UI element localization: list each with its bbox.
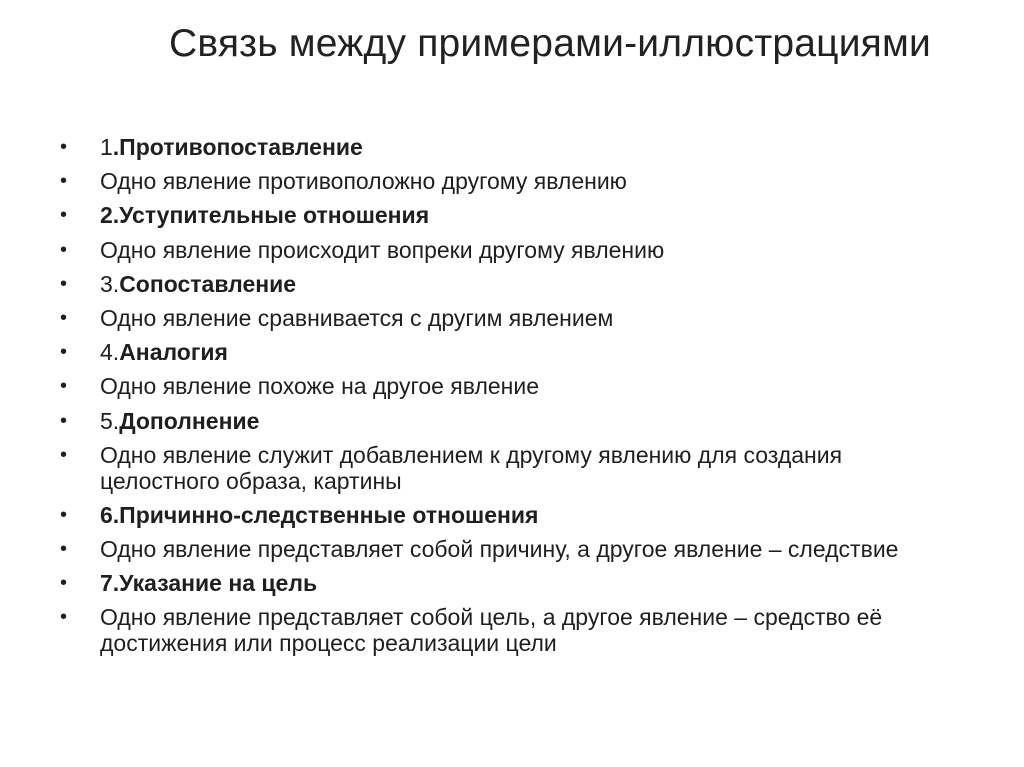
bullet-icon: • <box>60 238 68 261</box>
bullet-icon: • <box>60 170 68 193</box>
list-item <box>60 202 960 228</box>
list-item <box>60 305 960 331</box>
item-description: Одно явление сравнивается с другим явлением <box>100 304 614 331</box>
list-item <box>60 134 960 160</box>
item-description: Одно явление похоже на другое явление <box>100 373 539 400</box>
item-heading: 2.Уступительные отношения <box>100 202 430 229</box>
item-number: 1 <box>100 134 113 160</box>
item-heading: Аналогия <box>119 339 228 366</box>
list-item <box>60 408 960 434</box>
slide-title: Связь между примерами-иллюстрациями <box>168 22 932 65</box>
bullet-icon: • <box>60 136 68 158</box>
bullet-icon: • <box>60 443 68 466</box>
bullet-icon: • <box>60 306 68 329</box>
item-heading: Дополнение <box>119 407 260 434</box>
list-item <box>60 442 960 494</box>
item-heading: Сопоставление <box>119 270 297 297</box>
list-item <box>60 373 960 399</box>
item-number: 3. <box>100 270 120 297</box>
bullet-icon: • <box>60 375 68 398</box>
list-item <box>60 570 960 596</box>
list-item <box>60 502 960 528</box>
item-description: Одно явление представляет собой причину, а другое явление – следствие <box>100 536 899 563</box>
item-description: Одно явление служит добавлением к другому явлению для создания целостного образа, картины <box>100 441 843 494</box>
list-item <box>60 536 960 562</box>
item-description: Одно явление противоположно другому явлению <box>100 168 627 195</box>
item-heading: 6.Причинно-следственные отношения <box>100 501 539 528</box>
item-description: Одно явление происходит вопреки другому явлению <box>100 236 665 263</box>
item-description: Одно явление представляет собой цель, а другое явление – средство её достижения или процесс реализации цели <box>100 604 883 657</box>
bullet-list <box>60 134 960 665</box>
list-item <box>60 339 960 365</box>
item-number: 5. <box>100 407 120 434</box>
bullet-icon: • <box>60 341 68 364</box>
item-heading: .Противопоставление <box>112 134 363 160</box>
bullet-icon: • <box>60 409 68 432</box>
list-item <box>60 604 960 656</box>
list-item <box>60 168 960 194</box>
list-item <box>60 237 960 263</box>
bullet-icon: • <box>60 572 68 595</box>
bullet-icon: • <box>60 503 68 526</box>
bullet-icon: • <box>60 538 68 561</box>
bullet-icon: • <box>60 606 68 629</box>
list-item <box>60 271 960 297</box>
bullet-icon: • <box>60 204 68 227</box>
item-number: 4. <box>100 339 120 366</box>
bullet-icon: • <box>60 272 68 295</box>
item-heading: 7.Указание на цель <box>100 570 318 597</box>
